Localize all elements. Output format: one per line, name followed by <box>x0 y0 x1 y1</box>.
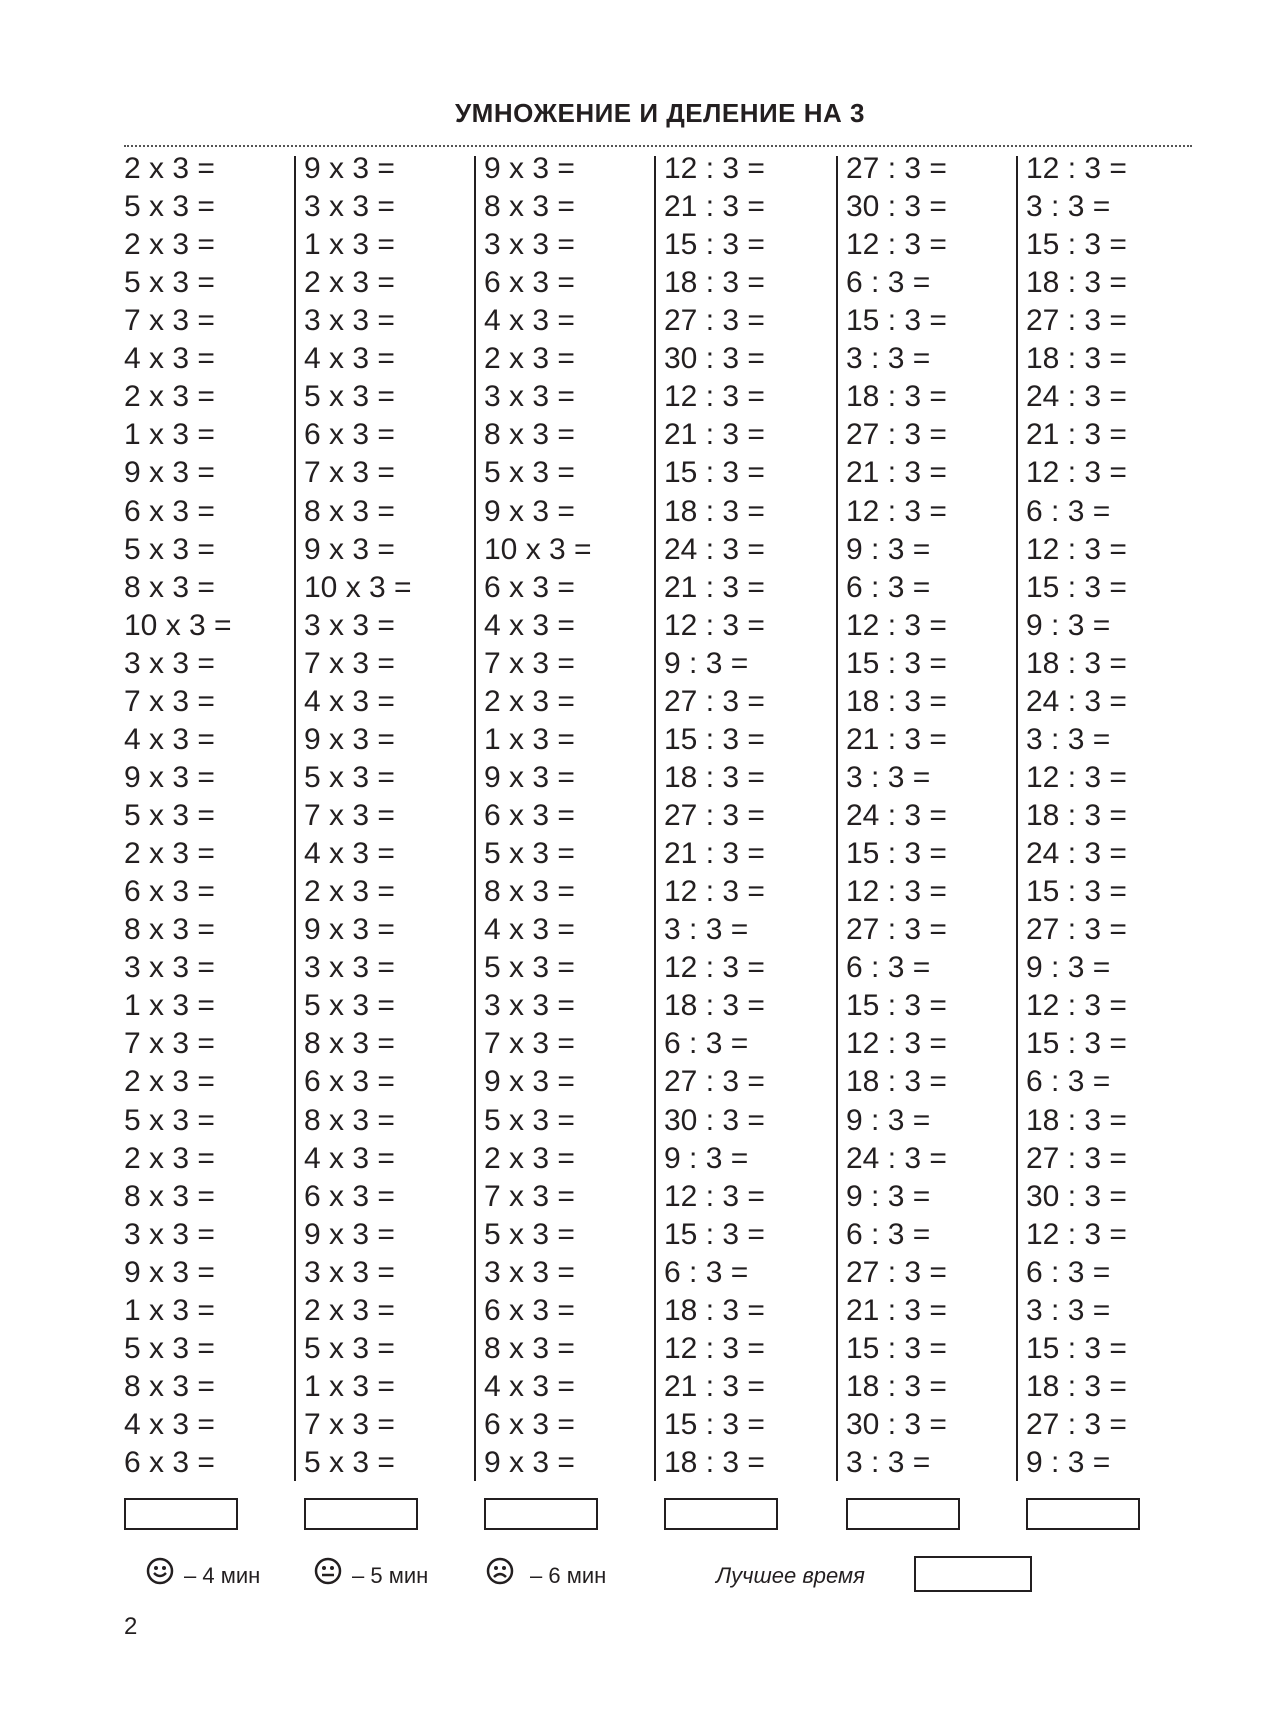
exercise-item: 12 : 3 = <box>1026 1217 1127 1251</box>
exercise-item: 15 : 3 = <box>1026 875 1127 909</box>
exercise-item: 3 x 3 = <box>304 951 395 985</box>
exercise-item: 2 x 3 = <box>124 152 215 185</box>
exercise-item: 6 x 3 = <box>484 570 575 604</box>
exercise-item: 27 : 3 = <box>664 304 765 338</box>
exercise-item: 21 : 3 = <box>664 418 765 452</box>
neutral-face-icon <box>314 1557 342 1585</box>
exercise-item: 2 x 3 = <box>124 228 215 262</box>
exercise-item: 21 : 3 = <box>664 1369 765 1403</box>
column-divider <box>654 156 656 1481</box>
exercise-item: 12 : 3 = <box>846 494 947 528</box>
exercise-item: 30 : 3 = <box>846 1407 947 1441</box>
exercise-column-6 <box>1026 150 1201 1480</box>
exercise-item: 4 x 3 = <box>304 684 395 718</box>
exercise-item: 30 : 3 = <box>664 1103 765 1137</box>
exercise-item: 18 : 3 = <box>664 989 765 1023</box>
exercise-item: 24 : 3 = <box>664 532 765 566</box>
exercise-item: 15 : 3 = <box>664 722 765 756</box>
column-divider <box>836 156 838 1481</box>
exercise-item: 18 : 3 = <box>664 1446 765 1480</box>
exercise-item: 5 x 3 = <box>484 456 575 490</box>
exercise-item: 27 : 3 = <box>664 1065 765 1099</box>
exercise-item: 12 : 3 = <box>664 380 765 414</box>
exercise-item: 3 x 3 = <box>484 1255 575 1289</box>
exercise-item: 2 x 3 = <box>304 266 395 300</box>
column-divider <box>474 156 476 1481</box>
exercise-item: 9 x 3 = <box>484 760 575 794</box>
exercise-item: 12 : 3 = <box>846 228 947 262</box>
exercise-item: 5 x 3 = <box>304 760 395 794</box>
exercise-item: 4 x 3 = <box>124 722 215 756</box>
exercise-item: 15 : 3 = <box>846 837 947 871</box>
legend-text: – 5 мин <box>352 1563 429 1588</box>
exercise-item: 8 x 3 = <box>124 1369 215 1403</box>
answer-box-column-2[interactable] <box>304 1498 418 1530</box>
exercise-item: 7 x 3 = <box>124 1027 215 1061</box>
exercise-item: 10 x 3 = <box>124 608 232 642</box>
exercise-item: 8 x 3 = <box>484 418 575 452</box>
exercise-item: 5 x 3 = <box>304 1446 395 1480</box>
exercise-item: 27 : 3 = <box>846 913 947 947</box>
exercise-item: 3 x 3 = <box>124 646 215 680</box>
exercise-item: 4 x 3 = <box>304 837 395 871</box>
exercise-item: 27 : 3 = <box>846 152 947 185</box>
exercise-item: 18 : 3 = <box>1026 1103 1127 1137</box>
exercise-item: 9 x 3 = <box>484 152 575 185</box>
exercise-item: 27 : 3 = <box>1026 1141 1127 1175</box>
exercise-item: 27 : 3 = <box>1026 913 1127 947</box>
exercise-item: 8 x 3 = <box>124 1179 215 1213</box>
exercise-item: 9 x 3 = <box>484 1446 575 1480</box>
exercise-item: 24 : 3 = <box>846 799 947 833</box>
exercise-item: 18 : 3 = <box>846 380 947 414</box>
exercise-item: 5 x 3 = <box>124 799 215 833</box>
exercise-item: 4 x 3 = <box>484 304 575 338</box>
exercise-item: 9 x 3 = <box>124 456 215 490</box>
exercise-item: 8 x 3 = <box>484 1331 575 1365</box>
exercise-item: 12 : 3 = <box>664 608 765 642</box>
exercise-item: 15 : 3 = <box>664 1217 765 1251</box>
sad-face-icon <box>486 1557 514 1585</box>
exercise-item: 27 : 3 = <box>664 799 765 833</box>
exercise-item: 18 : 3 = <box>846 684 947 718</box>
exercise-item: 5 x 3 = <box>124 1331 215 1365</box>
exercise-item: 3 x 3 = <box>484 228 575 262</box>
exercise-item: 3 : 3 = <box>1026 190 1111 224</box>
exercise-item: 3 : 3 = <box>1026 1293 1111 1327</box>
exercise-item: 6 : 3 = <box>1026 1065 1111 1099</box>
exercise-item: 21 : 3 = <box>664 837 765 871</box>
exercise-item: 15 : 3 = <box>1026 570 1127 604</box>
exercise-item: 7 x 3 = <box>304 646 395 680</box>
exercise-item: 4 x 3 = <box>484 913 575 947</box>
exercise-item: 12 : 3 = <box>846 875 947 909</box>
exercise-item: 18 : 3 = <box>1026 646 1127 680</box>
exercise-item: 5 x 3 = <box>304 380 395 414</box>
exercise-item: 5 x 3 = <box>484 951 575 985</box>
exercise-item: 5 x 3 = <box>484 1217 575 1251</box>
answer-box-column-5[interactable] <box>846 1498 960 1530</box>
exercise-item: 15 : 3 = <box>846 1331 947 1365</box>
exercise-item: 27 : 3 = <box>1026 304 1127 338</box>
exercise-item: 15 : 3 = <box>846 989 947 1023</box>
exercise-item: 5 x 3 = <box>304 1331 395 1365</box>
exercise-item: 8 x 3 = <box>124 913 215 947</box>
exercise-item: 6 x 3 = <box>124 494 215 528</box>
exercise-item: 5 x 3 = <box>124 190 215 224</box>
best-time-label: Лучшее время <box>716 1563 865 1588</box>
exercise-item: 27 : 3 = <box>846 418 947 452</box>
exercise-item: 21 : 3 = <box>846 722 947 756</box>
exercise-item: 6 x 3 = <box>304 1065 395 1099</box>
exercise-item: 24 : 3 = <box>1026 837 1127 871</box>
exercise-item: 15 : 3 = <box>1026 1331 1127 1365</box>
exercise-item: 2 x 3 = <box>484 684 575 718</box>
exercise-item: 7 x 3 = <box>124 304 215 338</box>
exercise-item: 9 x 3 = <box>484 1065 575 1099</box>
exercise-item: 30 : 3 = <box>1026 1179 1127 1213</box>
exercise-item: 6 x 3 = <box>484 266 575 300</box>
exercise-item: 9 : 3 = <box>846 532 931 566</box>
exercise-item: 8 x 3 = <box>484 875 575 909</box>
exercise-column-5 <box>846 150 1021 1480</box>
exercise-column-4 <box>664 150 839 1480</box>
exercise-item: 15 : 3 = <box>1026 228 1127 262</box>
exercise-column-3 <box>484 150 659 1480</box>
exercise-item: 12 : 3 = <box>664 875 765 909</box>
exercise-item: 5 x 3 = <box>124 1103 215 1137</box>
exercise-item: 9 x 3 = <box>124 760 215 794</box>
smile-face-icon <box>146 1557 174 1585</box>
exercise-item: 12 : 3 = <box>1026 532 1127 566</box>
exercise-item: 15 : 3 = <box>1026 1027 1127 1061</box>
exercise-item: 7 x 3 = <box>124 684 215 718</box>
exercise-item: 5 x 3 = <box>124 266 215 300</box>
exercise-item: 10 x 3 = <box>484 532 592 566</box>
exercise-item: 15 : 3 = <box>846 304 947 338</box>
page-number: 2 <box>124 1613 138 1640</box>
exercise-item: 9 : 3 = <box>846 1179 931 1213</box>
exercise-item: 3 : 3 = <box>846 760 931 794</box>
exercise-item: 2 x 3 = <box>304 1293 395 1327</box>
exercise-item: 8 x 3 = <box>124 570 215 604</box>
exercise-item: 6 : 3 = <box>846 951 931 985</box>
exercise-item: 2 x 3 = <box>124 1065 215 1099</box>
exercise-item: 24 : 3 = <box>1026 684 1127 718</box>
exercise-item: 21 : 3 = <box>846 456 947 490</box>
exercise-item: 7 x 3 = <box>304 799 395 833</box>
exercise-item: 6 : 3 = <box>846 266 931 300</box>
answer-box-column-3[interactable] <box>484 1498 598 1530</box>
exercise-item: 8 x 3 = <box>304 1103 395 1137</box>
exercise-item: 9 x 3 = <box>304 913 395 947</box>
exercise-item: 9 x 3 = <box>304 722 395 756</box>
exercise-item: 24 : 3 = <box>846 1141 947 1175</box>
exercise-item: 12 : 3 = <box>664 951 765 985</box>
exercise-item: 1 x 3 = <box>124 1293 215 1327</box>
exercise-item: 1 x 3 = <box>304 1369 395 1403</box>
exercise-item: 4 x 3 = <box>304 1141 395 1175</box>
exercise-item: 3 x 3 = <box>304 1255 395 1289</box>
exercise-item: 27 : 3 = <box>1026 1407 1127 1441</box>
exercise-item: 27 : 3 = <box>664 684 765 718</box>
title-divider <box>124 145 1192 147</box>
exercise-item: 6 x 3 = <box>304 418 395 452</box>
exercise-item: 4 x 3 = <box>484 1369 575 1403</box>
exercise-item: 3 x 3 = <box>124 951 215 985</box>
exercise-item: 18 : 3 = <box>664 1293 765 1327</box>
exercise-item: 4 x 3 = <box>304 342 395 376</box>
exercise-item: 3 x 3 = <box>484 380 575 414</box>
exercise-item: 15 : 3 = <box>664 456 765 490</box>
exercise-item: 2 x 3 = <box>304 875 395 909</box>
exercise-item: 3 x 3 = <box>484 989 575 1023</box>
exercise-item: 1 x 3 = <box>124 989 215 1023</box>
exercise-column-1 <box>124 150 299 1480</box>
exercise-item: 6 x 3 = <box>304 1179 395 1213</box>
exercise-item: 6 x 3 = <box>484 1293 575 1327</box>
exercise-item: 21 : 3 = <box>846 1293 947 1327</box>
exercise-item: 9 x 3 = <box>304 1217 395 1251</box>
exercise-item: 21 : 3 = <box>664 570 765 604</box>
exercise-item: 15 : 3 = <box>664 1407 765 1441</box>
answer-box-column-4[interactable] <box>664 1498 778 1530</box>
exercise-item: 18 : 3 = <box>846 1369 947 1403</box>
exercise-item: 9 : 3 = <box>1026 951 1111 985</box>
exercise-column-2 <box>304 150 479 1480</box>
exercise-item: 3 : 3 = <box>846 1446 931 1480</box>
exercise-item: 3 : 3 = <box>664 913 749 947</box>
exercise-item: 7 x 3 = <box>484 646 575 680</box>
exercise-item: 6 : 3 = <box>664 1255 749 1289</box>
exercise-item: 4 x 3 = <box>124 342 215 376</box>
exercise-item: 9 x 3 = <box>304 152 395 185</box>
exercise-item: 12 : 3 = <box>664 1331 765 1365</box>
exercise-item: 3 x 3 = <box>304 304 395 338</box>
exercise-item: 6 x 3 = <box>484 799 575 833</box>
exercise-item: 15 : 3 = <box>846 646 947 680</box>
exercise-item: 9 x 3 = <box>484 494 575 528</box>
exercise-item: 18 : 3 = <box>1026 266 1127 300</box>
exercise-item: 10 x 3 = <box>304 570 412 604</box>
exercise-item: 15 : 3 = <box>664 228 765 262</box>
exercise-item: 9 x 3 = <box>124 1255 215 1289</box>
exercise-item: 6 x 3 = <box>124 1446 215 1480</box>
column-divider <box>1016 156 1018 1481</box>
exercise-item: 6 : 3 = <box>846 570 931 604</box>
exercise-item: 6 : 3 = <box>1026 494 1111 528</box>
answer-box-column-6[interactable] <box>1026 1498 1140 1530</box>
exercise-item: 9 : 3 = <box>1026 1446 1111 1480</box>
exercise-item: 12 : 3 = <box>1026 456 1127 490</box>
answer-box-column-1[interactable] <box>124 1498 238 1530</box>
exercise-item: 5 x 3 = <box>484 837 575 871</box>
exercise-item: 12 : 3 = <box>846 1027 947 1061</box>
exercise-item: 8 x 3 = <box>304 1027 395 1061</box>
exercise-item: 3 x 3 = <box>304 608 395 642</box>
exercise-item: 12 : 3 = <box>664 152 765 185</box>
exercise-item: 27 : 3 = <box>846 1255 947 1289</box>
exercise-item: 4 x 3 = <box>124 1407 215 1441</box>
exercise-item: 6 x 3 = <box>484 1407 575 1441</box>
legend-text: – 6 мин <box>530 1563 607 1588</box>
exercise-item: 12 : 3 = <box>846 608 947 642</box>
exercise-item: 9 : 3 = <box>664 1141 749 1175</box>
exercise-item: 21 : 3 = <box>1026 418 1127 452</box>
exercise-item: 6 : 3 = <box>1026 1255 1111 1289</box>
exercise-item: 12 : 3 = <box>1026 152 1127 185</box>
exercise-item: 1 x 3 = <box>304 228 395 262</box>
exercise-item: 2 x 3 = <box>124 1141 215 1175</box>
exercise-item: 9 x 3 = <box>304 532 395 566</box>
exercise-item: 5 x 3 = <box>484 1103 575 1137</box>
exercise-item: 6 : 3 = <box>664 1027 749 1061</box>
exercise-item: 18 : 3 = <box>664 760 765 794</box>
exercise-item: 12 : 3 = <box>1026 760 1127 794</box>
exercise-item: 4 x 3 = <box>484 608 575 642</box>
exercise-item: 3 : 3 = <box>846 342 931 376</box>
exercise-item: 5 x 3 = <box>124 532 215 566</box>
exercise-item: 6 : 3 = <box>846 1217 931 1251</box>
exercise-item: 30 : 3 = <box>846 190 947 224</box>
exercise-item: 9 : 3 = <box>664 646 749 680</box>
column-divider <box>294 156 296 1481</box>
exercise-item: 21 : 3 = <box>664 190 765 224</box>
exercise-item: 7 x 3 = <box>304 456 395 490</box>
exercise-item: 1 x 3 = <box>124 418 215 452</box>
exercise-item: 18 : 3 = <box>664 494 765 528</box>
exercise-item: 8 x 3 = <box>304 494 395 528</box>
exercise-item: 7 x 3 = <box>304 1407 395 1441</box>
legend-text: – 4 мин <box>184 1563 261 1588</box>
exercise-item: 6 x 3 = <box>124 875 215 909</box>
exercise-item: 9 : 3 = <box>1026 608 1111 642</box>
exercise-item: 18 : 3 = <box>1026 342 1127 376</box>
exercise-item: 12 : 3 = <box>664 1179 765 1213</box>
page-title: УМНОЖЕНИЕ И ДЕЛЕНИЕ НА 3 <box>455 98 865 128</box>
exercise-item: 2 x 3 = <box>484 1141 575 1175</box>
exercise-item: 3 x 3 = <box>124 1217 215 1251</box>
best-time-box[interactable] <box>914 1556 1032 1592</box>
exercise-item: 18 : 3 = <box>846 1065 947 1099</box>
exercise-item: 1 x 3 = <box>484 722 575 756</box>
exercise-item: 2 x 3 = <box>484 342 575 376</box>
exercise-item: 2 x 3 = <box>124 380 215 414</box>
exercise-item: 7 x 3 = <box>484 1027 575 1061</box>
exercise-item: 30 : 3 = <box>664 342 765 376</box>
exercise-item: 18 : 3 = <box>1026 1369 1127 1403</box>
exercise-item: 9 : 3 = <box>846 1103 931 1137</box>
exercise-item: 18 : 3 = <box>1026 799 1127 833</box>
exercise-item: 18 : 3 = <box>664 266 765 300</box>
exercise-item: 7 x 3 = <box>484 1179 575 1213</box>
exercise-item: 3 x 3 = <box>304 190 395 224</box>
exercise-item: 8 x 3 = <box>484 190 575 224</box>
exercise-item: 24 : 3 = <box>1026 380 1127 414</box>
exercise-item: 12 : 3 = <box>1026 989 1127 1023</box>
exercise-item: 3 : 3 = <box>1026 722 1111 756</box>
exercise-item: 5 x 3 = <box>304 989 395 1023</box>
exercise-item: 2 x 3 = <box>124 837 215 871</box>
